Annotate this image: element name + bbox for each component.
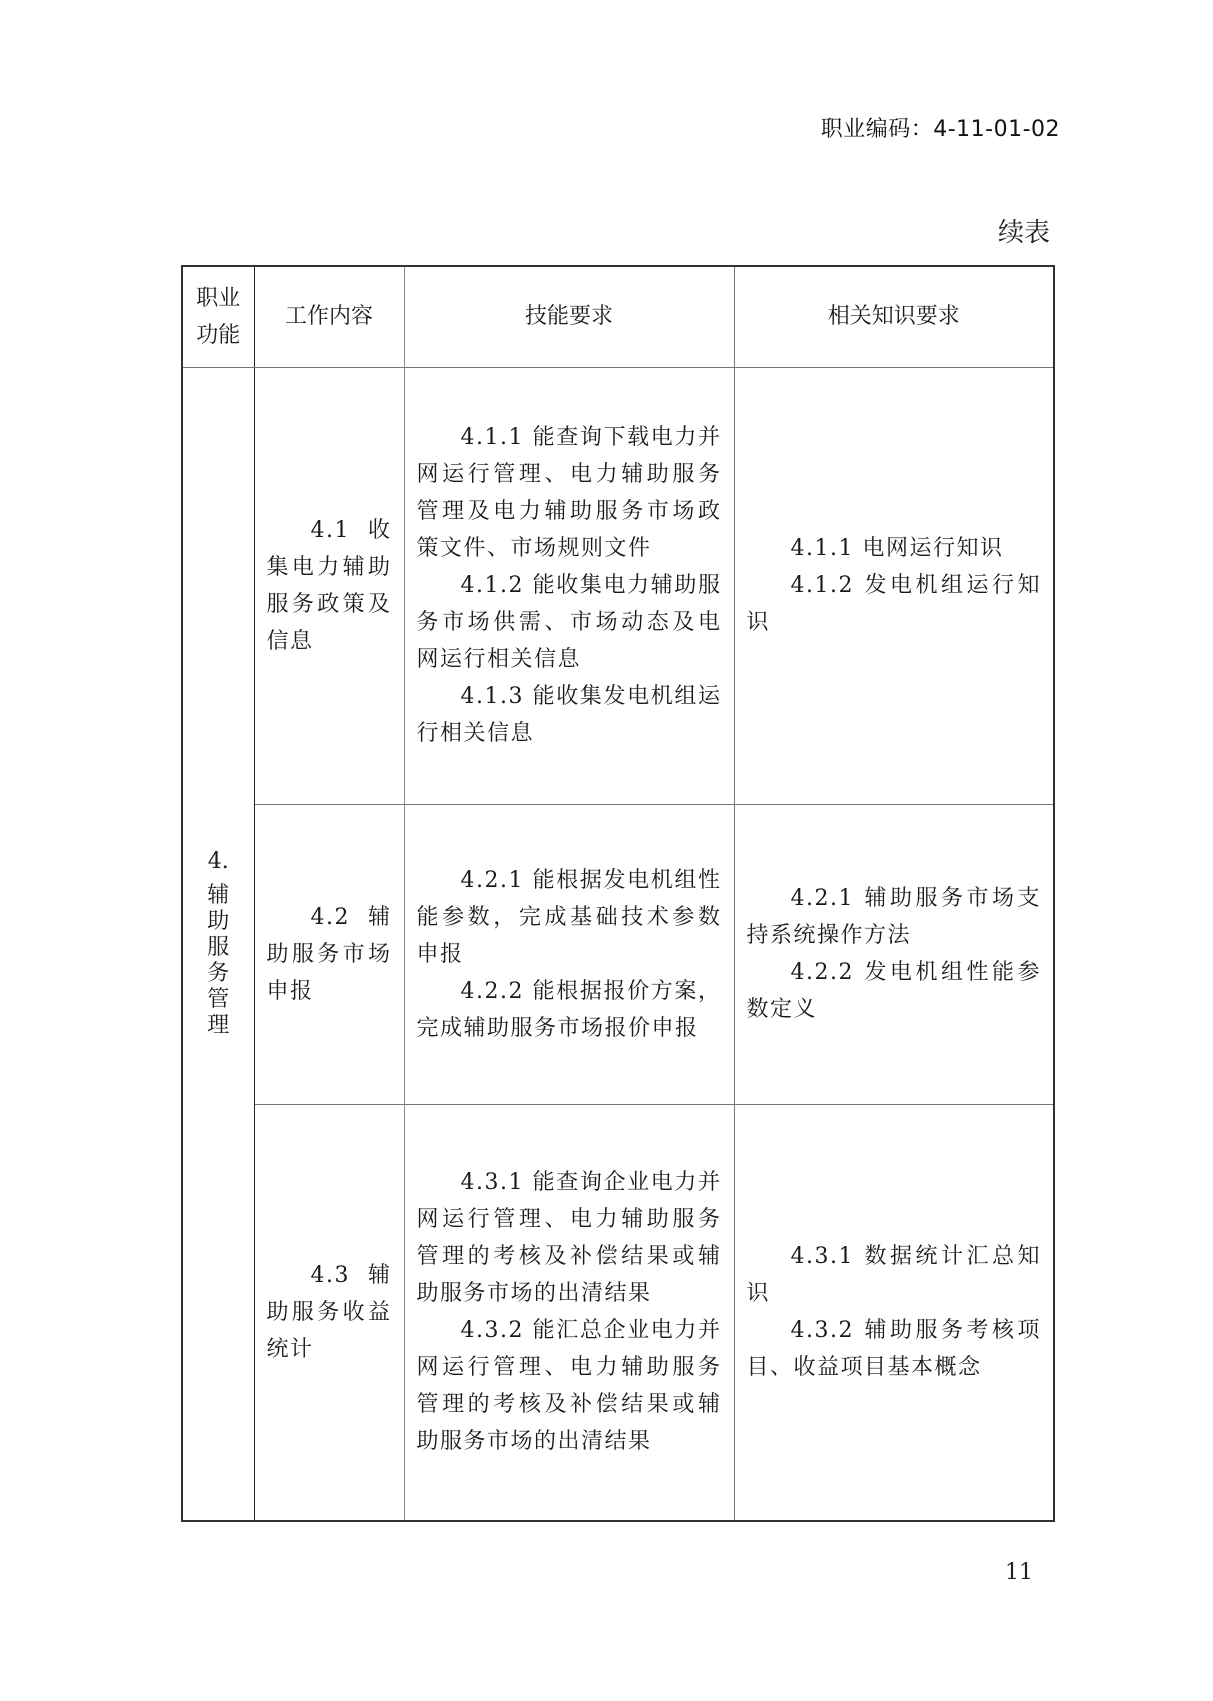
function-char: 助	[207, 908, 230, 934]
skills-cell	[404, 804, 734, 1104]
table-row	[182, 367, 1054, 804]
work-content-text: 4.3 辅助服务收益统计	[266, 1262, 392, 1362]
skills-cell	[404, 367, 734, 804]
skill-item: 4.1.3 能收集发电机组运行相关信息	[416, 684, 722, 746]
function-char: 管	[207, 986, 230, 1012]
knowledge-item: 4.1.1 电网运行知识	[790, 536, 1004, 561]
column-header-knowledge-requirements: 相关知识要求	[734, 266, 1054, 367]
knowledge-item: 4.3.1 数据统计汇总知识	[746, 1244, 1041, 1307]
knowledge-cell	[734, 1104, 1054, 1521]
function-char: 理	[207, 1012, 230, 1038]
skill-item: 4.3.2 能汇总企业电力并网运行管理、电力辅助服务管理的考核及补偿结果或辅助服务市场的出清结果	[416, 1318, 722, 1455]
column-header-occupational-function	[182, 266, 254, 367]
function-number: 4.	[207, 848, 229, 874]
column-header-skill-requirements: 技能要求	[404, 266, 734, 367]
skill-item: 4.2.1 能根据发电机组性能参数，完成基础技术参数申报	[416, 867, 722, 967]
work-content-cell	[254, 367, 404, 804]
knowledge-item: 4.2.1 辅助服务市场支持系统操作方法	[746, 886, 1041, 948]
work-content-text: 4.2 辅助服务市场申报	[266, 904, 392, 1004]
occupation-code: 职业编码：4-11-01-02	[820, 117, 1060, 142]
skill-item: 4.1.1 能查询下载电力并网运行管理、电力辅助服务管理及电力辅助服务市场政策文件、市场规则文件	[416, 425, 722, 561]
occupation-skills-table	[181, 265, 1055, 1522]
function-char: 辅	[207, 882, 230, 908]
work-content-cell	[254, 804, 404, 1104]
work-content-cell	[254, 1104, 404, 1521]
header-func-line-2: 功能	[196, 322, 241, 348]
table-header-row	[182, 266, 1054, 367]
page-number: 11	[1005, 1560, 1033, 1585]
knowledge-item: 4.3.2 辅助服务考核项目、收益项目基本概念	[746, 1318, 1041, 1381]
table-row	[182, 1104, 1054, 1521]
knowledge-item: 4.2.2 发电机组性能参数定义	[746, 960, 1041, 1022]
occupational-function-cell	[182, 367, 254, 1521]
continued-table-label: 续表	[997, 218, 1050, 248]
column-header-work-content: 工作内容	[254, 266, 404, 367]
skills-cell	[404, 1104, 734, 1521]
skill-item: 4.3.1 能查询企业电力并网运行管理、电力辅助服务管理的考核及补偿结果或辅助服务市场的出清结果	[416, 1170, 722, 1307]
header-func-line-1: 职业	[196, 285, 241, 311]
function-char: 服	[207, 934, 230, 960]
skill-item: 4.1.2 能收集电力辅助服务市场供需、市场动态及电网运行相关信息	[416, 573, 722, 672]
function-name-vertical	[206, 849, 230, 1039]
work-content-text: 4.1 收集电力辅助服务政策及信息	[266, 517, 392, 654]
knowledge-cell	[734, 367, 1054, 804]
function-char: 务	[207, 960, 230, 986]
knowledge-cell	[734, 804, 1054, 1104]
skill-item: 4.2.2 能根据报价方案，完成辅助服务市场报价申报	[416, 978, 722, 1041]
knowledge-item: 4.1.2 发电机组运行知识	[746, 573, 1041, 635]
table-row	[182, 804, 1054, 1104]
